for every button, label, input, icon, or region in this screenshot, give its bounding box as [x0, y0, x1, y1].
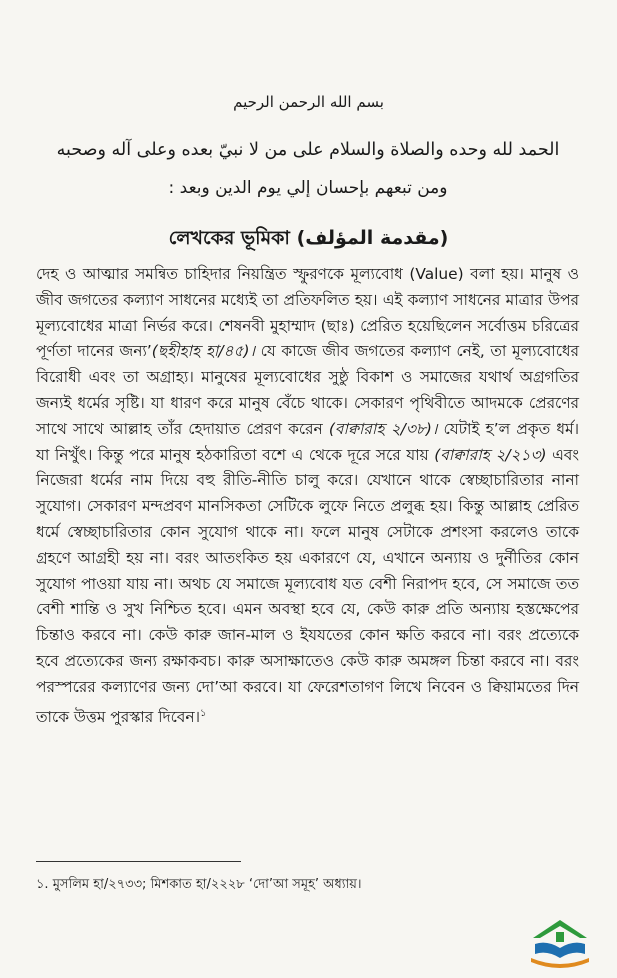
logo-book-right [560, 943, 585, 958]
heading-arabic: (مقدمة المؤلف) [296, 227, 449, 249]
paragraph [36, 262, 579, 730]
text-run: যেটাই হ’ল প্রকৃত ধর্ম। যা নিখুঁৎ। কিন্তু পরে মানুষ হঠকারিতা বশে এ থেকে দূরে সরে যায় [36, 419, 579, 464]
footnote-divider [36, 861, 241, 862]
logo-book-left [535, 943, 560, 958]
footnote-marker[interactable]: ১ [200, 707, 207, 719]
text-run: দেহ ও আত্মার সমন্বিত চাহিদার নিয়ন্ত্রিত স্ফুরণকে মূল্যবোধ (Value) বলা হয়। মানুষ ও জীব জগতের কল্যাণ সাধনের মধ্যেই তা প্রতিফলিত হয়। এই কল্যাণ সাধনের মাত্রার উপর মূল্যবোধের মাত্রা নির্ভর করে। শেষনবী মুহাম্মাদ (ছাঃ) প্রেরিত হয়েছিলেন সর্বোত্তম চরিত্রের পূর্ণতা দানের জন্য’ [36, 265, 579, 361]
logo-base [531, 958, 589, 968]
citation: (বাক্বারাহ ২/২১৩) [434, 445, 547, 464]
hamd-line-2: ومن تبعهم بإحسان إلي يوم الدين وبعد : [168, 178, 448, 198]
publisher-logo-icon [525, 914, 595, 969]
hamd-line-1: الحمد لله وحده والصلاة والسلام على من لا نبيّ بعده وعلى آله وصحبه [56, 140, 560, 160]
bismillah: بسم الله الرحمن الرحيم [233, 93, 384, 111]
text-run: এবং নিজেরা ধর্মের নাম দিয়ে বহু রীতি-নীতি চালু করে। যেখানে থাকে স্বেচ্ছাচারিতার নানা সুযোগ। সেকারণ মন্দপ্রবণ মানসিকতা সেটিকে লুফে নিতে প্রলুব্ধ হয়। কিন্তু আল্লাহ প্রেরিত ধর্মে স্বেচ্ছাচারিতার কোন সুযোগ থাকে না। ফলে মানুষ সেটাকে প্রশংসা করলেও তাকে গ্রহণে আগ্রহী হয় না। বরং আতংকিত হয় একারণে যে, এখানে অন্যায় ও দুর্নীতির কোন সুযোগ পাওয়া যায় না। অথচ যে সমাজে মূল্যবোধ যত বেশী নিরাপদ হবে, সে সমাজে তত বেশী শান্তি ও সুখ নিশ্চিত হবে। এমন অবস্থা হবে যে, কেউ কারু প্রতি অন্যায় হস্তক্ষেপের চিন্তাও করবে না। কেউ কারু জান-মাল ও ইযযতের কোন ক্ষতি করবে না। বরং প্রত্যেকে হবে প্রত্যেকের জন্য রক্ষাকবচ। কারু অসাক্ষাতেও কেউ কারু অমঙ্গল চিন্তা করবে না। বরং পরস্পরের কল্যাণের জন্য দো’আ করবে। যা ফেরেশতাগণ লিখে নিবেন ও ক্বিয়ামতের দিন তাকে উত্তম পুরস্কার দিবেন। [36, 445, 579, 726]
text-run: যে কাজে জীব জগতের কল্যাণ নেই, তা মূল্যবোধের বিরোধী এবং তা অগ্রাহ্য। মানুষের মূল্যবোধের সুষ্ঠু বিকাশ ও সমাজের যথার্থ অগ্রগতির জন্যই ধর্মের সৃষ্টি। যা ধারণ করে মানুষ বেঁচে থাকে। সেকারণ পৃথিবীতে আদমকে প্রেরণের সাথে সাথে আল্লাহ তাঁর হেদায়াত প্রেরণ করেন [36, 342, 580, 438]
citation: (ছহীহাহ হা/৪৫)। [151, 342, 256, 361]
citation: (বাক্বারাহ ২/৩৮)। [328, 419, 438, 438]
body-paragraph [36, 262, 579, 730]
footnote: ১. মুসলিম হা/২৭৩৩; মিশকাত হা/২২২৮ ‘দো’আ সমূহ’ অধ্যায়। [36, 877, 362, 892]
logo-center [556, 932, 564, 942]
section-heading [0, 224, 617, 256]
heading-bengali: লেখকের ভূমিকা [168, 227, 290, 249]
